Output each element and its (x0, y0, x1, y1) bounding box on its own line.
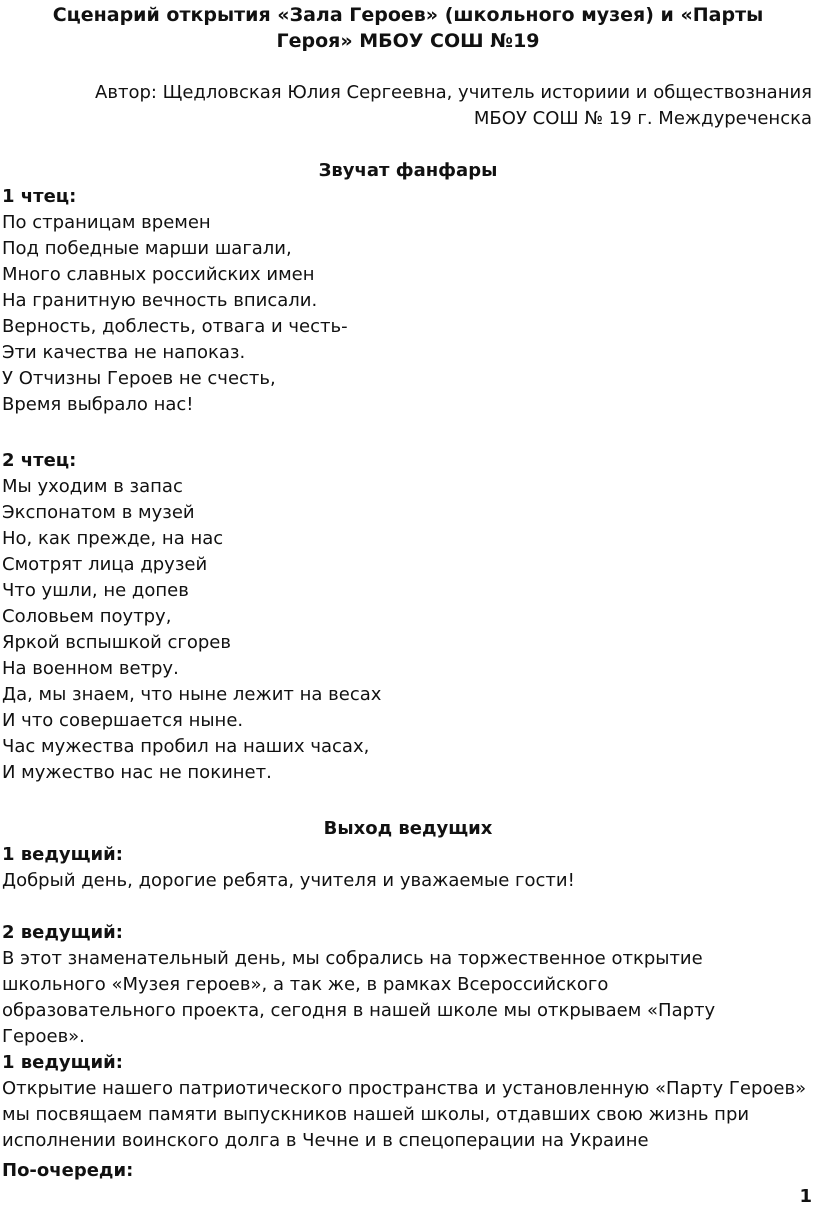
verse-line: Но, как прежде, на нас (2, 528, 224, 549)
verse-line: Экспонатом в музей (2, 502, 195, 523)
title-line-1: Сценарий открытия «Зала Героев» (школьного музея) и «Парты (52, 4, 764, 26)
reader-2-verse (2, 474, 814, 786)
host-2-role: 2 ведущий: (2, 922, 123, 943)
in-turn-heading: По-очереди: (2, 1160, 134, 1181)
verse-line: И мужество нас не покинет. (2, 762, 272, 783)
verse-line: Время выбрало нас! (2, 394, 194, 415)
verse-line: Под победные марши шагали, (2, 238, 292, 259)
verse-line: Смотрят лица друзей (2, 554, 208, 575)
page-number: 1 (799, 1186, 812, 1207)
verse-line: И что совершается ныне. (2, 710, 244, 731)
verse-line: Яркой вспышкой сгорев (2, 632, 231, 653)
verse-line: Соловьем поутру, (2, 606, 172, 627)
author-line-2: МБОУ СОШ № 19 г. Междуреченска (473, 108, 812, 129)
author-info (32, 80, 812, 132)
verse-line: У Отчизны Героев не счесть, (2, 368, 276, 389)
heading-hosts: Выход ведущих (323, 818, 493, 839)
host-1-speech-second: Открытие нашего патриотического пространства и установленную «Парту Героев» мы посвящаем памяти выпускников нашей школы, отдавших свою жизнь при исполнении воинского долга в Чечне и в спецоперации на Украине (2, 1078, 807, 1151)
document-title (0, 2, 816, 54)
host-1-role: 1 ведущий: (2, 844, 123, 865)
verse-line: Верность, доблесть, отвага и честь- (2, 316, 348, 337)
reader-2-role: 2 чтец: (2, 450, 77, 471)
verse-line: Много славных российских имен (2, 264, 315, 285)
verse-line: Что ушли, не допев (2, 580, 189, 601)
verse-line: Да, мы знаем, что ныне лежит на весах (2, 684, 382, 705)
author-line-1: Автор: Щедловская Юлия Сергеевна, учитель историии и обществознания (95, 82, 812, 103)
verse-line: По страницам времен (2, 212, 211, 233)
title-line-2: Героя» МБОУ СОШ №19 (276, 30, 540, 52)
verse-line: На военном ветру. (2, 658, 179, 679)
verse-line: Мы уходим в запас (2, 476, 183, 497)
verse-line: Час мужества пробил на наших часах, (2, 736, 370, 757)
reader-1-role: 1 чтец: (2, 186, 77, 207)
verse-line: Эти качества не напоказ. (2, 342, 246, 363)
heading-fanfare: Звучат фанфары (318, 160, 498, 181)
reader-1-verse (2, 210, 814, 418)
host-1-role-second: 1 ведущий: (2, 1052, 123, 1073)
host-1-speech: Добрый день, дорогие ребята, учителя и уважаемые гости! (2, 870, 575, 891)
verse-line: На гранитную вечность вписали. (2, 290, 318, 311)
host-2-speech: В этот знаменательный день, мы собрались на торжественное открытие школьного «Музея героев», а так же, в рамках Всероссийского образовательного проекта, сегодня в нашей школе мы открываем «Парту Героев». (2, 948, 716, 1047)
